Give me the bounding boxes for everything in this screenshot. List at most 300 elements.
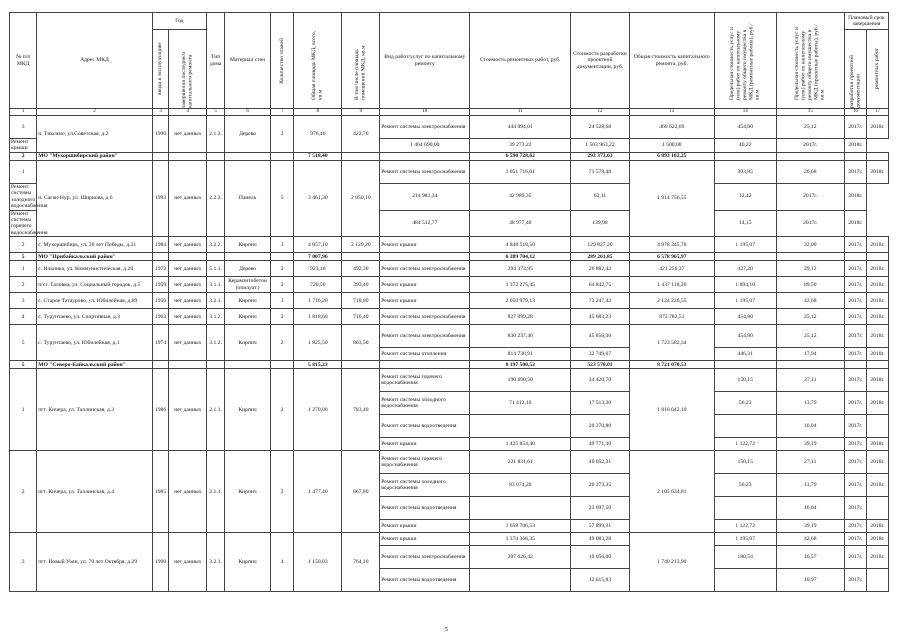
table-cell: 2	[10, 451, 37, 533]
table-cell: 5.1.1.	[207, 261, 225, 277]
table-cell	[271, 253, 294, 261]
table-cell	[380, 361, 470, 369]
column-numbers-row	[10, 109, 889, 116]
table-cell: 4 978 345,70	[629, 237, 714, 253]
table-cell: 6 893 102,25	[629, 152, 714, 160]
table-cell: 2	[271, 277, 294, 293]
table-cell: 190 690,50	[470, 369, 571, 392]
table-cell: 446,31	[714, 348, 776, 361]
table-cell: 4	[10, 309, 37, 325]
table-cell	[207, 152, 225, 160]
table-cell: 1963	[152, 309, 169, 325]
table-cell: 17 513,30	[571, 392, 630, 415]
column-number: 5	[207, 109, 225, 116]
table-cell	[152, 253, 169, 261]
table-cell: 3.1.2.	[207, 325, 225, 361]
table-cell: Ремонт системы электроснабжения	[380, 160, 470, 183]
table-header	[10, 13, 889, 116]
table-cell: 1 716,20	[294, 293, 342, 309]
table-cell: нет данных	[169, 451, 207, 533]
table-row	[10, 116, 889, 139]
table-cell	[714, 569, 776, 592]
table-cell: 56,23	[714, 474, 776, 497]
table-cell: 2 050 979,13	[470, 293, 571, 309]
table-cell: 1 051 716,01	[470, 160, 571, 183]
table-cell: 1 464 690,00	[380, 139, 470, 153]
table-row	[10, 160, 889, 183]
table-cell: 62,11	[571, 183, 630, 210]
column-number: 1	[10, 109, 37, 116]
table-cell: 2018г.	[844, 183, 866, 210]
table-cell	[714, 253, 776, 261]
table-cell: 2 124 226,55	[629, 293, 714, 309]
table-cell: 976,46	[294, 116, 342, 153]
table-cell: 2017г.	[844, 474, 866, 497]
table-cell: 393,40	[342, 277, 380, 293]
table-cell	[866, 569, 888, 592]
table-cell: Ремонт системы электроснабжения	[380, 261, 470, 277]
table-cell	[169, 361, 207, 369]
table-cell: 427,20	[714, 261, 776, 277]
table-cell: 2018г.	[866, 160, 888, 183]
header-area-living: В том числе площадь помещений МКД, кв.м	[342, 13, 380, 109]
table-cell: 2018г.	[866, 533, 888, 546]
table-cell	[207, 361, 225, 369]
table-cell: 12,42	[714, 183, 776, 210]
table-cell: 40 052,31	[571, 451, 630, 474]
table-cell	[207, 253, 225, 261]
header-year: Год	[152, 13, 207, 30]
table-cell: 1984	[152, 237, 169, 253]
table-cell: 20,68	[776, 160, 844, 183]
table-cell: 2	[271, 309, 294, 325]
table-cell: 6 590 728,62	[470, 152, 571, 160]
table-cell: 2017г.	[844, 116, 866, 139]
table-cell: Кирпич	[225, 293, 271, 309]
table-cell: с. Турунтаево, ул. Юбилейная, д.1	[37, 325, 152, 361]
table-cell: п/ст. Таловка, ул. Социальный городок, д.5	[37, 277, 152, 293]
table-cell: Ремонт крыши	[380, 533, 470, 546]
capital-repair-table	[9, 12, 889, 592]
table-cell: п. Тиксимо, ул.Советская, д.2	[37, 116, 152, 153]
table-cell: 64 842,75	[571, 277, 630, 293]
table-cell: 3	[271, 293, 294, 309]
table-cell	[380, 253, 470, 261]
table-cell: 3	[10, 293, 37, 309]
table-cell: 444 094,01	[470, 116, 571, 139]
table-cell: пгт. Кичера, ул. Таллинская, д.4	[37, 451, 152, 533]
group-row	[10, 253, 889, 261]
table-cell: 1959	[152, 277, 169, 293]
table-cell: 2	[10, 152, 37, 160]
table-cell: 2.1.2.	[207, 116, 225, 153]
table-cell: 1 500,00	[629, 139, 714, 153]
table-cell: 8 197 500,52	[470, 361, 571, 369]
table-cell: 5	[271, 160, 294, 236]
table-cell: 1 374 366,35	[470, 533, 571, 546]
table-cell: нет данных	[169, 116, 207, 153]
table-cell: 454,80	[714, 116, 776, 139]
table-cell: 2	[271, 369, 294, 451]
table-cell: Кирпич	[225, 237, 271, 253]
table-cell: 57 899,31	[571, 520, 630, 533]
table-row	[10, 533, 889, 546]
table-cell: 2017г.	[844, 520, 866, 533]
header-material: Материал стен	[225, 13, 271, 109]
table-cell: 2018г.	[866, 277, 888, 293]
table-row	[10, 451, 889, 474]
table-cell: 422,70	[342, 116, 380, 153]
table-cell: 17,94	[776, 348, 844, 361]
table-cell: 923,16	[294, 261, 342, 277]
table-cell: 3	[271, 237, 294, 253]
table-cell: 42 989,35	[470, 183, 571, 210]
table-cell: 2018г.	[866, 474, 888, 497]
column-number: 14	[714, 109, 776, 116]
table-cell: 1 437 118,20	[629, 277, 714, 293]
header-planned-works: ремонтных работ	[866, 30, 888, 109]
table-cell: 83 074,20	[470, 474, 571, 497]
table-cell: Дерево	[225, 116, 271, 153]
header-planned-docs: разработки проектной документации	[844, 30, 866, 109]
table-cell: 20 370,80	[571, 415, 630, 438]
table-cell: Ремонт крыши	[380, 293, 470, 309]
page-number: 5	[445, 627, 448, 633]
header-year-built: ввода в эксплуатацию	[152, 30, 169, 109]
table-cell: 180,54	[714, 546, 776, 569]
table-cell: 2017г.	[844, 325, 866, 348]
table-cell: Керамзитобетон (опилуат.)	[225, 277, 271, 293]
table-cell: 523 570,01	[571, 361, 630, 369]
table-cell: 39 273,22	[470, 139, 571, 153]
table-cell: 45 683,23	[571, 309, 630, 325]
table-cell: Ремонт системы электроснабжения	[380, 325, 470, 348]
table-cell: 34 420,70	[571, 369, 630, 392]
table-cell: 1 150,03	[294, 533, 342, 592]
table-cell: 2018г.	[866, 369, 888, 392]
table-cell: 394 373,95	[470, 261, 571, 277]
table-cell: 454,80	[714, 325, 776, 348]
table-cell	[866, 497, 888, 520]
header-planned: Плановый срок завершения	[844, 13, 888, 30]
table-row	[10, 293, 889, 309]
table-cell: МО "Прибайкальский район"	[37, 253, 152, 261]
table-cell: 2018г.	[866, 309, 888, 325]
table-cell: пгт. Кичера, ул. Таллинская, д.3	[37, 369, 152, 451]
table-cell: Ремонт системы водоотведения	[380, 497, 470, 520]
table-cell	[470, 497, 571, 520]
table-cell: 3.1.2.	[207, 309, 225, 325]
table-cell: с. Старое Татаурово, ул. Юбилейная, д.89	[37, 293, 152, 309]
table-cell: 2017г.	[844, 392, 866, 415]
table-cell: 484 512,77	[380, 210, 470, 237]
table-cell: 1	[10, 261, 37, 277]
table-cell: 492,30	[342, 261, 380, 277]
table-cell	[866, 415, 888, 438]
table-cell: с. Мухоршибирь, ул. 30 лет Победы, д.31	[37, 237, 152, 253]
table-cell: 16,57	[776, 546, 844, 569]
table-cell: 2018г.	[866, 546, 888, 569]
table-cell: 1 270,00	[294, 369, 342, 451]
column-number: 12	[571, 109, 630, 116]
table-cell: 25,12	[776, 116, 844, 139]
table-cell: нет данных	[169, 369, 207, 451]
table-cell	[714, 361, 776, 369]
table-cell: 2017г.	[844, 261, 866, 277]
table-cell	[844, 361, 866, 369]
table-cell: 20 373,35	[571, 474, 630, 497]
table-cell: 2017г.	[844, 497, 866, 520]
column-number: 7	[271, 109, 294, 116]
table-cell: 29,12	[776, 261, 844, 277]
table-cell: 421 256,37	[629, 261, 714, 277]
table-cell: 1 195,07	[714, 293, 776, 309]
table-cell	[844, 152, 866, 160]
table-cell: 6 578 965,97	[629, 253, 714, 261]
table-cell: 16,04	[776, 415, 844, 438]
table-cell: 2018г.	[866, 261, 888, 277]
table-cell	[776, 152, 844, 160]
table-cell: 454,80	[714, 309, 776, 325]
table-cell: 39,19	[776, 438, 844, 451]
table-cell: 1 195,07	[714, 237, 776, 253]
table-cell: 32,00	[776, 237, 844, 253]
table-cell: нет данных	[169, 237, 207, 253]
column-number: 9	[342, 109, 380, 116]
table-cell: 4 057,10	[294, 237, 342, 253]
table-cell: 40,22	[714, 139, 776, 153]
table-cell: 2018г.	[866, 293, 888, 309]
table-cell: 1 122,72	[714, 438, 776, 451]
table-cell: нет данных	[169, 277, 207, 293]
table-cell: нет данных	[169, 325, 207, 361]
table-cell: 27,11	[776, 451, 844, 474]
table-cell: нет данных	[169, 261, 207, 277]
table-cell: нет данных	[169, 293, 207, 309]
header-limit-docs: Предельная стоимость услуг и (или) работ по капитальному ремонту общего имущества в МКД (проектные работы), руб./кв.м	[776, 13, 844, 109]
table-cell: 2	[271, 451, 294, 533]
table-cell: 1 477,40	[294, 451, 342, 533]
table-cell: 2017г.	[776, 210, 844, 237]
table-cell: 863,50	[342, 325, 380, 361]
table-cell: 1 914 756,55	[629, 160, 714, 236]
header-work-type: Вид работ/услуг по капитальному ремонту	[380, 13, 470, 109]
table-cell	[342, 361, 380, 369]
table-cell: 1 195,07	[714, 533, 776, 546]
table-cell: 3	[10, 116, 37, 139]
table-cell: 5	[10, 325, 37, 361]
table-cell: 1 503 963,22	[571, 139, 630, 153]
table-cell: 1 810 042,10	[629, 369, 714, 451]
table-cell: 289 261,85	[571, 253, 630, 261]
table-cell	[714, 497, 776, 520]
column-number: 13	[629, 109, 714, 116]
table-cell: 39,19	[776, 520, 844, 533]
table-cell: нет данных	[169, 309, 207, 325]
header-area-total: Общая площадь МКД, всего, кв.м	[294, 13, 342, 109]
column-number: 3	[152, 109, 169, 116]
table-cell	[169, 152, 207, 160]
table-cell: 1	[10, 369, 37, 451]
table-cell	[714, 415, 776, 438]
table-cell: 1974	[152, 325, 169, 361]
table-cell: 718,80	[342, 293, 380, 309]
table-cell: 2017г.	[844, 309, 866, 325]
table-cell: 16,04	[776, 497, 844, 520]
table-cell: Ремонт системы холодного водоснабжения	[380, 474, 470, 497]
table-cell: 19 056,00	[571, 546, 630, 569]
table-cell: 716,40	[342, 309, 380, 325]
table-cell	[225, 152, 271, 160]
table-cell: 2017г.	[844, 348, 866, 361]
column-number: 4	[169, 109, 207, 116]
group-row	[10, 361, 889, 369]
table-cell: пгт. Новый Уоян, ул. 70 лет Октября, д.29	[37, 533, 152, 592]
table-cell	[342, 253, 380, 261]
table-cell: 25,12	[776, 309, 844, 325]
table-cell: 71 412,10	[470, 392, 571, 415]
table-cell: 13,79	[776, 392, 844, 415]
table-cell	[225, 361, 271, 369]
table-cell	[776, 253, 844, 261]
table-row	[10, 325, 889, 348]
table-cell: 4 848 518,50	[470, 237, 571, 253]
table-cell: 4	[271, 533, 294, 592]
table-cell: 1 723 582,34	[629, 325, 714, 361]
table-cell: 2018г.	[866, 116, 888, 139]
table-cell: 2 105 634,81	[629, 451, 714, 533]
table-cell: 32 749,67	[571, 348, 630, 361]
table-cell: 7 518,40	[294, 152, 342, 160]
table-cell: 2017г.	[844, 451, 866, 474]
table-cell: 1993	[152, 160, 169, 236]
table-cell: 1956	[152, 293, 169, 309]
table-cell: 2017г.	[844, 237, 866, 253]
table-cell: 2018г.	[844, 139, 866, 153]
table-cell: 207 626,42	[470, 546, 571, 569]
table-cell: 2018г.	[866, 451, 888, 474]
table-cell: 1 122,72	[714, 520, 776, 533]
table-cell: Ремонт крыши	[380, 520, 470, 533]
table-cell: 827 099,28	[470, 309, 571, 325]
table-cell: 3.1.1.	[207, 277, 225, 293]
table-cell: 2017г.	[844, 569, 866, 592]
table-cell: 293 373,63	[571, 152, 630, 160]
table-cell: 872 782,51	[629, 309, 714, 325]
table-cell: Ремонт крыши	[380, 438, 470, 451]
table-cell: Ремонт системы электроснабжения	[380, 546, 470, 569]
table-cell	[714, 152, 776, 160]
table-cell: 1990	[152, 533, 169, 592]
table-cell: Кирпич	[225, 533, 271, 592]
table-cell: 2.1.1.	[207, 451, 225, 533]
table-cell: Ремонт системы горячего водоснабжения	[380, 451, 470, 474]
table-cell: 2	[271, 116, 294, 153]
table-cell: 42,68	[776, 533, 844, 546]
table-cell: 42,68	[776, 293, 844, 309]
column-number: 2	[37, 109, 152, 116]
table-cell	[225, 253, 271, 261]
table-cell: 2 129,20	[342, 237, 380, 253]
header-no: № п/п МКД	[10, 13, 37, 109]
table-cell: Ремонт крыши	[380, 277, 470, 293]
table-cell: Ремонт крыши	[10, 139, 37, 153]
header-house-type: Тип дома	[207, 13, 225, 109]
table-cell: п. Саган-Нур, ул. Ширнова, д.6	[37, 160, 152, 236]
table-cell: 2017г.	[844, 533, 866, 546]
table-cell: 1985	[152, 451, 169, 533]
table-cell: Ремонт системы холодного водоснабжения	[380, 392, 470, 415]
table-cell: 150,15	[714, 451, 776, 474]
table-cell: 3.2.2.	[207, 237, 225, 253]
table-cell: 1986	[152, 369, 169, 451]
table-cell: 214 981,34	[380, 183, 470, 210]
table-cell	[866, 361, 888, 369]
table-cell: 139,98	[571, 210, 630, 237]
table-cell: 1990	[152, 116, 169, 153]
table-cell: 468 622,69	[629, 116, 714, 139]
table-cell: 2017г.	[844, 160, 866, 183]
table-cell: 764,10	[342, 533, 380, 592]
table-cell: 45 856,36	[571, 325, 630, 348]
table-cell: 49 771,30	[571, 438, 630, 451]
table-cell: 2017г.	[844, 369, 866, 392]
table-cell: 2018г.	[866, 348, 888, 361]
table-cell: Ремонт системы электроснабжения	[380, 116, 470, 139]
table-cell: 23 697,50	[571, 497, 630, 520]
table-cell: Ремонт системы водоотведения	[380, 415, 470, 438]
table-cell: 12 615,83	[571, 569, 630, 592]
table-cell: 2	[271, 261, 294, 277]
table-cell: 27,11	[776, 369, 844, 392]
table-cell: 10,97	[776, 569, 844, 592]
column-number: 16	[844, 109, 866, 116]
table-cell: 2017г.	[844, 438, 866, 451]
table-cell: 2.2.2.	[207, 160, 225, 236]
table-cell: 2018г.	[844, 210, 866, 237]
table-row	[10, 309, 889, 325]
column-number: 17	[866, 109, 888, 116]
table-cell: 2017г.	[844, 415, 866, 438]
table-cell: с. Турунтаево, ул. Спортивная, д.3	[37, 309, 152, 325]
table-cell: Ремонт крыши	[380, 237, 470, 253]
group-row	[10, 152, 889, 160]
table-cell: 49 083,28	[571, 533, 630, 546]
table-cell: 2017г.	[844, 293, 866, 309]
table-cell: 2018г.	[866, 325, 888, 348]
table-cell: Кирпич	[225, 309, 271, 325]
table-cell: 2017г.	[844, 277, 866, 293]
table-cell: 2018г.	[866, 520, 888, 533]
table-cell: Ремонт системы горячего водоснабжения	[380, 369, 470, 392]
table-cell: Ремонт системы электроснабжения	[380, 309, 470, 325]
table-cell: 2018г.	[866, 237, 888, 253]
table-cell: 2018г.	[866, 392, 888, 415]
table-cell: 48 977,40	[470, 210, 571, 237]
header-limit-works: Предельная стоимость услуг и (или) работ по капитальному ремонту общего имущества в МКД (ремонтные работы), руб./кв.м	[714, 13, 776, 109]
table-cell: 1 372 275,45	[470, 277, 571, 293]
table-cell: 1	[10, 160, 37, 183]
table-cell: 303,85	[714, 160, 776, 183]
table-cell: 2 050,10	[342, 160, 380, 236]
table-cell: 2017г.	[776, 183, 844, 210]
table-row	[10, 277, 889, 293]
table-cell: МО "Мухоршибирский район"	[37, 152, 152, 160]
table-cell: 2017г.	[776, 139, 844, 153]
table-cell: 6 289 704,12	[470, 253, 571, 261]
table-cell: 14,15	[714, 210, 776, 237]
table-cell: 7 007,96	[294, 253, 342, 261]
